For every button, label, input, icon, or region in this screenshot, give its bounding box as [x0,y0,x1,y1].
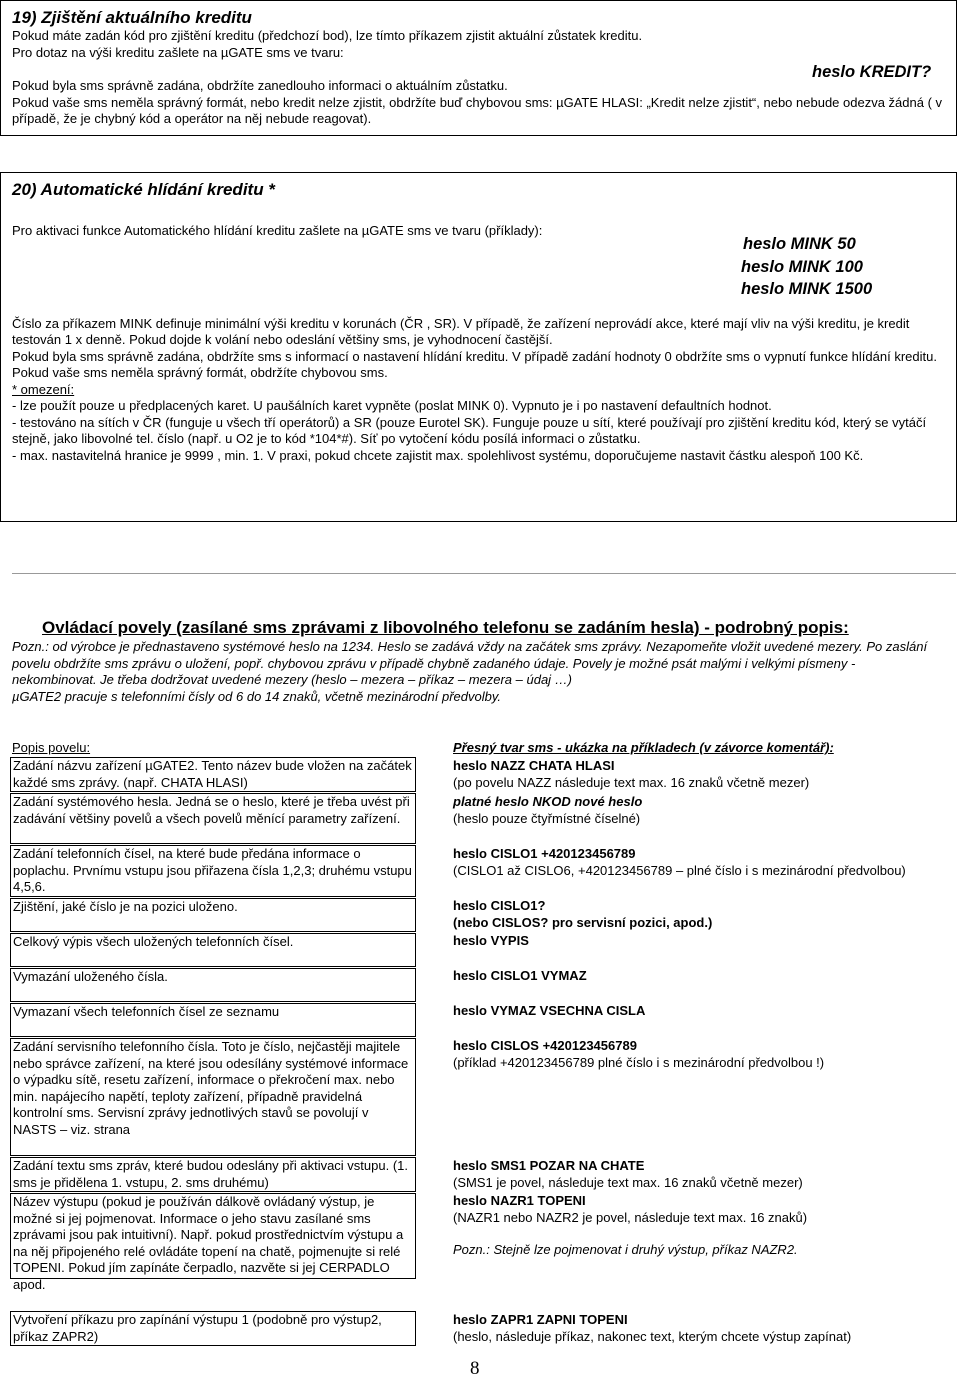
head-right-text: Přesný tvar sms - ukázka na příkladech (v závorce komentář): [453,740,834,755]
table-head-right [453,740,930,757]
table-row-cmd [453,1038,930,1071]
mink-example-3: heslo MINK 1500 [741,280,873,298]
section-19-para-2: Pro dotaz na výši kreditu zašlete na µGATE sms ve tvaru: [12,44,344,60]
row-desc-text: Zadání systémového hesla. Jedná se o heslo, které je třeba uvést při zadávání většiny povelů a všech povelů měnící parametry zařízení. [13,794,410,826]
row-cmd-comment: (nebo CISLOS? pro servisní pozici, apod.) [453,914,713,930]
controls-note [12,639,942,705]
row-desc-text: Zadání servisního telefonního čísla. Toto je číslo, nejčastěji majitele nebo správce zařízení, na které jsou odesílány systémové informace o výpadku sítě, resetu zařízení, informace o překročení max. nebo min. napájecího napětí, teploty zařízení, případně pravidelná kontrolní sms. Servisní zprávy jednotlivých stavů se povolují v NASTS – viz. strana [13,1039,409,1137]
row-cmd-text: heslo CISLOS +420123456789 [453,1038,637,1053]
table-row-desc [10,1003,416,1037]
row-desc-text: Vytvoření příkazu pro zapínání výstupu 1 (podobně pro výstup2, příkaz ZAPR2) [13,1312,382,1344]
section-19-para-1: Pokud máte zadán kód pro zjištění kreditu (předchozí bod), lze tímto příkazem zjistit aktuální zůstatek kreditu. [12,28,643,43]
section-20-para-3: Pokud byla sms správně zadána, obdržíte sms s informací o nastavení hlídání kreditu. V případě zadání hodnoty 0 obdržíte sms o vypnutí funkce hlídání kreditu. [12,348,937,364]
table-row-desc [10,845,416,897]
row-desc-text: Zadání názvu zařízení µGATE2. Tento název bude vložen na začátek každé sms zprávy. (např. CHATA HLASI) [13,758,412,790]
mink-example-1: heslo MINK 50 [743,235,856,253]
row-cmd-comment: (SMS1 je povel, následuje text max. 16 znaků včetně mezer) [453,1174,803,1190]
table-row-desc [10,1311,416,1346]
row-desc-text: Zjištění, jaké číslo je na pozici uloženo. [13,899,238,914]
section-19-box [0,0,957,136]
section-20-box [0,172,957,522]
row-cmd-comment: (příklad +420123456789 plné číslo i s mezinárodní předvolbou !) [453,1054,825,1070]
row-desc-text: Celkový výpis všech uložených telefonních čísel. [13,934,294,949]
table-row-desc [10,1193,416,1292]
table-row-cmd [453,1193,930,1259]
table-row-cmd [453,898,930,931]
row-cmd-text: heslo ZAPR1 ZAPNI TOPENI [453,1312,628,1327]
limits-title: * omezení: [12,381,75,397]
row-cmd-text: heslo CISLO1 VYMAZ [453,968,587,983]
table-row-cmd [453,846,930,879]
table-row-desc [10,1038,416,1156]
row-cmd-text: heslo VYMAZ VSECHNA CISLA [453,1003,646,1018]
limit-1: - lze použít pouze u předplacených karet. U paušálních karet vypněte (poslat MINK 0). Vypnuto je i po nastavení defaultních hodnot. [12,398,772,413]
row-cmd-comment: (po povelu NAZZ následuje text max. 16 znaků včetně mezer) [453,774,810,790]
section-19-para-4: Pokud vaše sms neměla správný formát, nebo kredit nelze zjistit, obdržíte buď chybovou sms: µGATE HLASI: „Kredit nelze zjistit“, nebo nebude odezva žádná ( v případě, že je chybný kód a operátor na něj nebude reagovat). [12,94,943,126]
kredit-command: heslo KREDIT? [812,63,932,81]
section-20-title: 20) Automatické hlídání kreditu * [12,180,275,199]
section-20-para-2: Číslo za příkazem MINK definuje minimální výši kreditu v korunách (ČR , SR). V případě, že zařízení neprovádí akce, které mají vliv na výši kreditu, je kredit testován 1 x denně. Pokud dojde k volání nebo odeslání většiny sms, je vyhodnocení častější. [12,315,910,347]
row-cmd-comment: (CISLO1 až CISLO6, +420123456789 – plné číslo i s mezinárodní předvolbou) [453,862,906,878]
limit-3: - max. nastavitelná hranice je 9999 , min. 1. V praxi, pokud chcete zajistit max. spolehlivost systému, doporučujeme nastavit částku alespoň 100 Kč. [12,447,864,463]
table-head-left [10,740,420,757]
mink-example-2: heslo MINK 100 [741,258,863,276]
table-row-desc [10,757,416,792]
controls-title: Ovládací povely (zasílané sms zprávami z libovolného telefonu se zadáním hesla) - podrobný popis: [42,618,849,637]
controls-note-text: Pozn.: od výrobce je přednastaveno systémové heslo na 1234. Heslo se zadává vždy na začátek sms zprávy. Nezapomeňte vložit uvedené mezery. Po zaslání povelu obdržíte sms zprávu o uložení, popř. chybovou zprávu v případě chybně zadaného údaje. Povely je možné psát malými i velkými písmeny - nekombinovat. Je třeba dodržovat uvedené mezery (heslo – mezera – příkaz – mezera – údaj …) [12,639,928,687]
table-row-desc [10,968,416,1002]
horizontal-divider [12,573,956,574]
row-cmd-text: heslo SMS1 POZAR NA CHATE [453,1158,645,1173]
row-cmd-comment: (heslo pouze čtyřmístné číselné) [453,810,641,826]
table-row-cmd [453,758,930,791]
limit-2: - testováno na sítích v ČR (funguje u všech tří operátorů) a SR (pouze Eurotel SK). Funguje pouze u sítí, které používají pro zjištění kreditu kód, který se vytáčí stejně, jako libovolné tel. číslo (např. u O2 je to kód *104*#). Síť po vytočení kódu posílá informaci o zůstatku. [12,414,927,446]
table-row-desc [10,933,416,967]
head-left-text: Popis povelu: [12,740,91,755]
table-row-desc [10,793,416,844]
row-desc-text: Zadání telefonních čísel, na které bude předána informace o poplachu. Prvnímu vstupu jsou přiřazena čísla 1,2,3; druhému vstupu 4,5,6. [13,846,412,894]
row-cmd-note: Pozn.: Stejně lze pojmenovat i druhý výstup, příkaz NAZR2. [453,1242,798,1257]
table-row-desc [10,898,416,932]
table-row-desc [10,1157,416,1192]
table-row-cmd [453,1158,930,1191]
table-row-cmd [453,1003,930,1020]
table-row-cmd [453,933,930,950]
table-row-cmd [453,968,930,985]
row-cmd-text: heslo CISLO1? [453,898,546,913]
row-desc-text: Zadání textu sms zpráv, které budou odeslány při aktivaci vstupu. (1. sms je přidělena 1. vstupu, 2. sms druhému) [13,1158,409,1190]
row-desc-text: Vymazaní všech telefonních čísel ze seznamu [13,1004,280,1019]
section-19-para-3: Pokud byla sms správně zadána, obdržíte zanedlouho informaci o aktuálním zůstatku. [12,78,508,93]
row-cmd-text: heslo NAZZ CHATA HLASI [453,758,615,773]
section-20-para-1: Pro aktivaci funkce Automatického hlídání kreditu zašlete na µGATE sms ve tvaru (příklady): [12,223,543,238]
page-number: 8 [470,1358,480,1379]
section-20-para-4: Pokud vaše sms neměla správný formát, obdržíte chybovou sms. [12,365,388,380]
controls-note-2: µGATE2 pracuje s telefonními čísly od 6 do 14 znaků, včetně mezinárodní předvolby. [12,688,501,704]
table-row-cmd [453,794,930,827]
row-cmd-comment: (heslo, následuje příkaz, nakonec text, kterým chcete výstup zapínat) [453,1328,852,1344]
table-row-cmd [453,1312,930,1345]
row-cmd-text: heslo VYPIS [453,933,529,948]
row-cmd-text: heslo CISLO1 +420123456789 [453,846,636,861]
row-desc-text: Název výstupu (pokud je používán dálkově ovládaný výstup, je možné si jej pojmenovat. Informace o jeho stavu zasílané sms zprávami jsou pak intuitivní). Např. pokud prostřednictvím výstupu a na něj připojeného relé ovládáte topení na chatě, pojmenujte si relé TOPENI. Pokud jím zapínáte čerpadlo, nazvěte si jej CERPADLO apod. [13,1194,404,1292]
row-cmd-text: platné heslo NKOD nové heslo [453,794,643,809]
section-19-title: 19) Zjištění aktuálního kreditu [12,8,252,27]
row-cmd-comment: (NAZR1 nebo NAZR2 je povel, následuje text max. 16 znaků) [453,1209,808,1225]
row-cmd-text: heslo NAZR1 TOPENI [453,1193,586,1208]
row-desc-text: Vymazání uloženého čísla. [13,969,168,984]
